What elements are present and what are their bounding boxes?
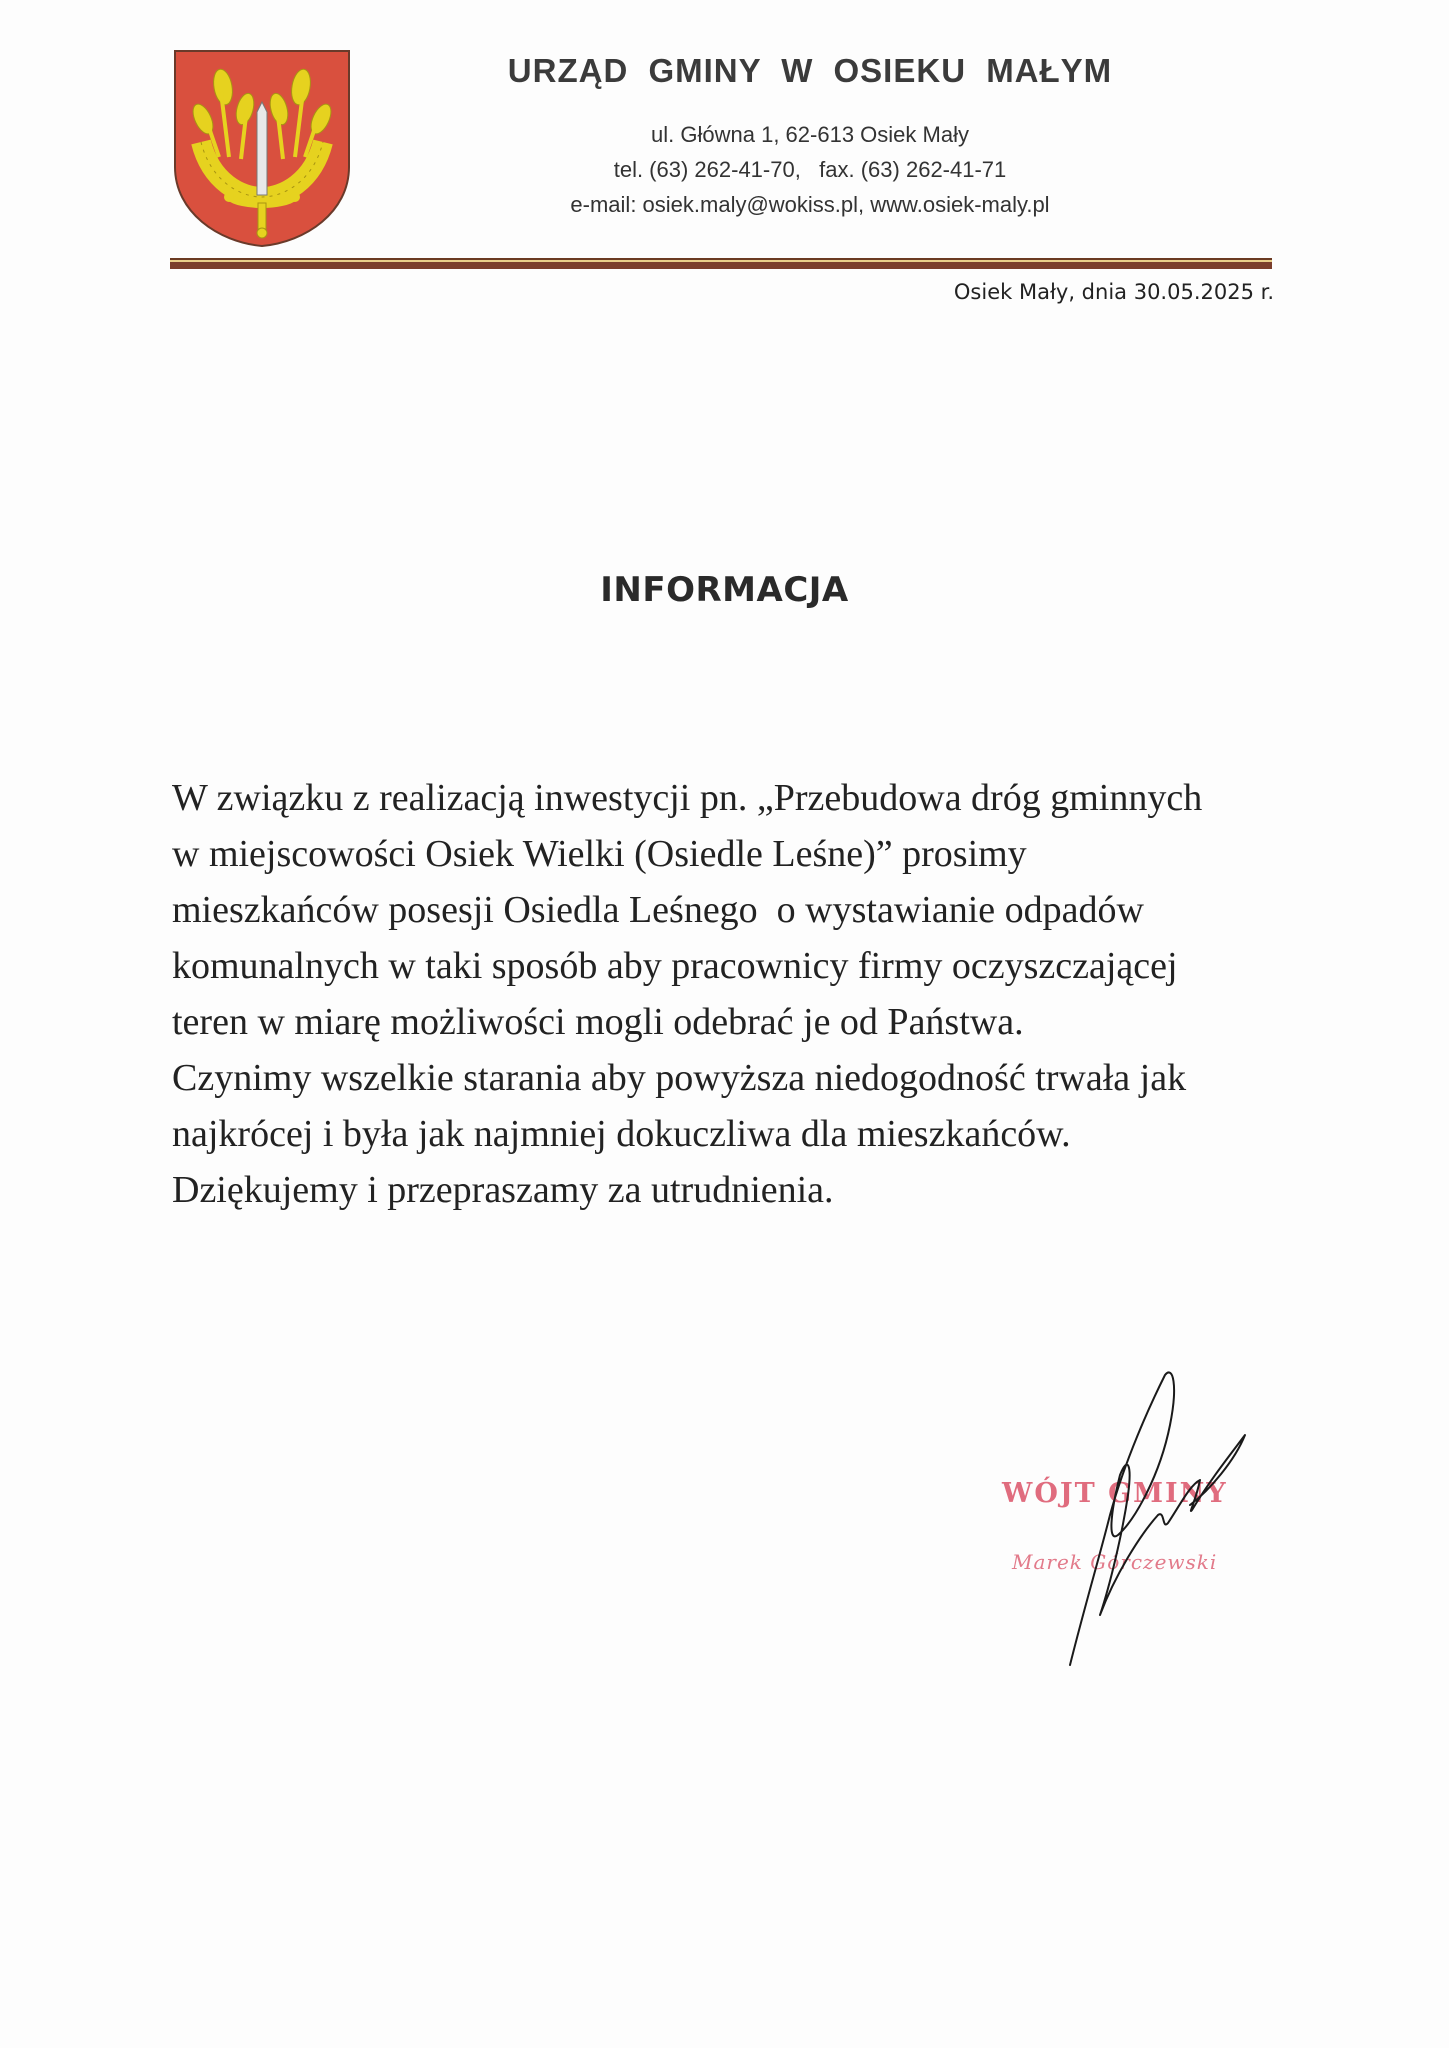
handwritten-signature-icon bbox=[1040, 1365, 1270, 1685]
body-line: najkrócej i była jak najmniej dokuczliwa dla mieszkańców. bbox=[172, 1113, 1071, 1155]
coat-of-arms-icon bbox=[171, 47, 353, 249]
stamp-title: WÓJT GMINY bbox=[1002, 1478, 1228, 1509]
body-text bbox=[172, 770, 1372, 1218]
email-website: e-mail: osiek.maly@wokiss.pl, www.osiek-maly.pl bbox=[570, 192, 1050, 217]
address: ul. Główna 1, 62-613 Osiek Mały bbox=[651, 122, 969, 147]
organization-name: URZĄD GMINY W OSIEKU MAŁYM bbox=[507, 52, 1113, 89]
body-line: Czynimy wszelkie starania aby powyższa niedogodność trwała jak bbox=[172, 1057, 1187, 1099]
date-line: Osiek Mały, dnia 30.05.2025 r. bbox=[953, 280, 1274, 304]
body-line: teren w miarę możliwości mogli odebrać je od Państwa. bbox=[172, 1001, 1024, 1043]
header-divider bbox=[170, 258, 1272, 270]
body-line: komunalnych w taki sposób aby pracownicy firmy oczyszczającej bbox=[172, 945, 1178, 987]
stamp-name: Marek Górczewski bbox=[1012, 1550, 1218, 1574]
document-title: INFORMACJA bbox=[600, 570, 849, 610]
body-line: w miejscowości Osiek Wielki (Osiedle Leśne)” prosimy bbox=[172, 833, 1027, 875]
body-line: W związku z realizacją inwestycji pn. „Przebudowa dróg gminnych bbox=[172, 777, 1203, 819]
body-line: Dziękujemy i przepraszamy za utrudnienia. bbox=[172, 1169, 834, 1211]
phone-fax: tel. (63) 262-41-70, fax. (63) 262-41-71 bbox=[613, 157, 1007, 182]
body-line: mieszkańców posesji Osiedla Leśnego o wystawianie odpadów bbox=[172, 889, 1144, 931]
